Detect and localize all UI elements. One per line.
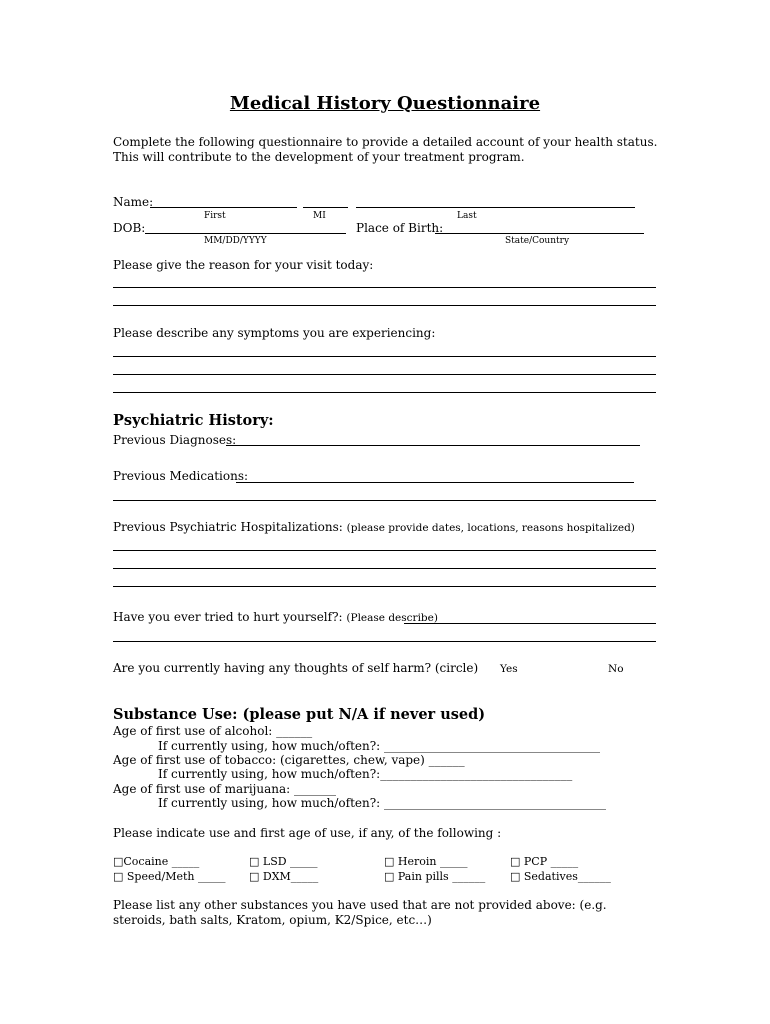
reason-line-1[interactable] bbox=[113, 287, 656, 288]
hosp-hint: (please provide dates, locations, reasons hospitalized) bbox=[346, 522, 635, 534]
prev-meds-line-2[interactable] bbox=[113, 500, 656, 501]
pob-field[interactable] bbox=[435, 233, 644, 234]
hurt-label-text: Have you ever tried to hurt yourself?: bbox=[113, 610, 343, 624]
dxm-checkbox[interactable]: □ DXM_____ bbox=[249, 870, 319, 883]
tobacco-freq[interactable]: If currently using, how much/often?:________________________________ bbox=[158, 767, 573, 781]
hosp-line-2[interactable] bbox=[113, 568, 656, 569]
psych-heading: Psychiatric History: bbox=[113, 412, 274, 429]
hurt-line-2[interactable] bbox=[113, 641, 656, 642]
reason-label: Please give the reason for your visit today: bbox=[113, 258, 374, 272]
symptoms-line-1[interactable] bbox=[113, 356, 656, 357]
hurt-hint: (Please describe) bbox=[346, 612, 438, 624]
prev-diag-label: Previous Diagnoses: bbox=[113, 433, 237, 447]
pcp-checkbox[interactable]: □ PCP _____ bbox=[510, 855, 579, 868]
hosp-label bbox=[113, 520, 635, 534]
hosp-label-text: Previous Psychiatric Hospitalizations: bbox=[113, 520, 343, 534]
painpills-checkbox[interactable]: □ Pain pills ______ bbox=[384, 870, 486, 883]
no-option[interactable]: No bbox=[608, 663, 624, 675]
last-hint: Last bbox=[457, 211, 477, 221]
intro-text: Complete the following questionnaire to provide a detailed account of your health status. This will contribute to the development of your treatment program. bbox=[113, 135, 658, 164]
symptoms-line-2[interactable] bbox=[113, 374, 656, 375]
dob-field[interactable] bbox=[145, 233, 346, 234]
tobacco-label[interactable]: Age of first use of tobacco: (cigarettes, chew, vape) ______ bbox=[113, 753, 465, 767]
first-hint: First bbox=[204, 211, 226, 221]
alcohol-freq[interactable]: If currently using, how much/often?: ____________________________________ bbox=[158, 739, 601, 753]
mi-hint: MI bbox=[313, 211, 326, 221]
heroin-checkbox[interactable]: □ Heroin _____ bbox=[384, 855, 468, 868]
hosp-line-1[interactable] bbox=[113, 550, 656, 551]
page-title: Medical History Questionnaire bbox=[229, 93, 541, 114]
cocaine-checkbox[interactable]: □Cocaine _____ bbox=[113, 855, 200, 868]
prev-meds-label: Previous Medications: bbox=[113, 469, 249, 483]
lsd-checkbox[interactable]: □ LSD _____ bbox=[249, 855, 318, 868]
dob-label: DOB: bbox=[113, 221, 146, 235]
hosp-line-3[interactable] bbox=[113, 586, 656, 587]
alcohol-label[interactable]: Age of first use of alcohol: ______ bbox=[113, 724, 313, 738]
dob-hint: MM/DD/YYYY bbox=[204, 236, 267, 246]
symptoms-line-3[interactable] bbox=[113, 392, 656, 393]
marijuana-label[interactable]: Age of first use of marijuana: _______ bbox=[113, 782, 337, 796]
prev-meds-field[interactable] bbox=[236, 482, 634, 483]
pob-hint: State/Country bbox=[505, 236, 570, 246]
marijuana-freq[interactable]: If currently using, how much/often?: _____________________________________ bbox=[158, 796, 607, 810]
speed-checkbox[interactable]: □ Speed/Meth _____ bbox=[113, 870, 226, 883]
name-label: Name: bbox=[113, 195, 154, 209]
reason-line-2[interactable] bbox=[113, 305, 656, 306]
hurt-field[interactable] bbox=[404, 623, 656, 624]
first-name-field[interactable] bbox=[150, 207, 297, 208]
last-name-field[interactable] bbox=[356, 207, 635, 208]
yes-option[interactable]: Yes bbox=[500, 663, 518, 675]
symptoms-label: Please describe any symptoms you are experiencing: bbox=[113, 326, 436, 340]
sedatives-checkbox[interactable]: □ Sedatives______ bbox=[510, 870, 611, 883]
pob-label: Place of Birth: bbox=[356, 221, 444, 235]
mi-field[interactable] bbox=[303, 207, 348, 208]
prev-diag-field[interactable] bbox=[226, 445, 640, 446]
indicate-label: Please indicate use and first age of use, if any, of the following : bbox=[113, 826, 502, 840]
hurt-label bbox=[113, 610, 438, 624]
other-substances-label: Please list any other substances you have used that are not provided above: (e.g. steroids, bath salts, Kratom, opium, K2/Spice, etc…) bbox=[113, 898, 607, 927]
selfharm-label: Are you currently having any thoughts of self harm? (circle) bbox=[113, 661, 479, 675]
substance-heading: Substance Use: (please put N/A if never used) bbox=[113, 706, 486, 723]
